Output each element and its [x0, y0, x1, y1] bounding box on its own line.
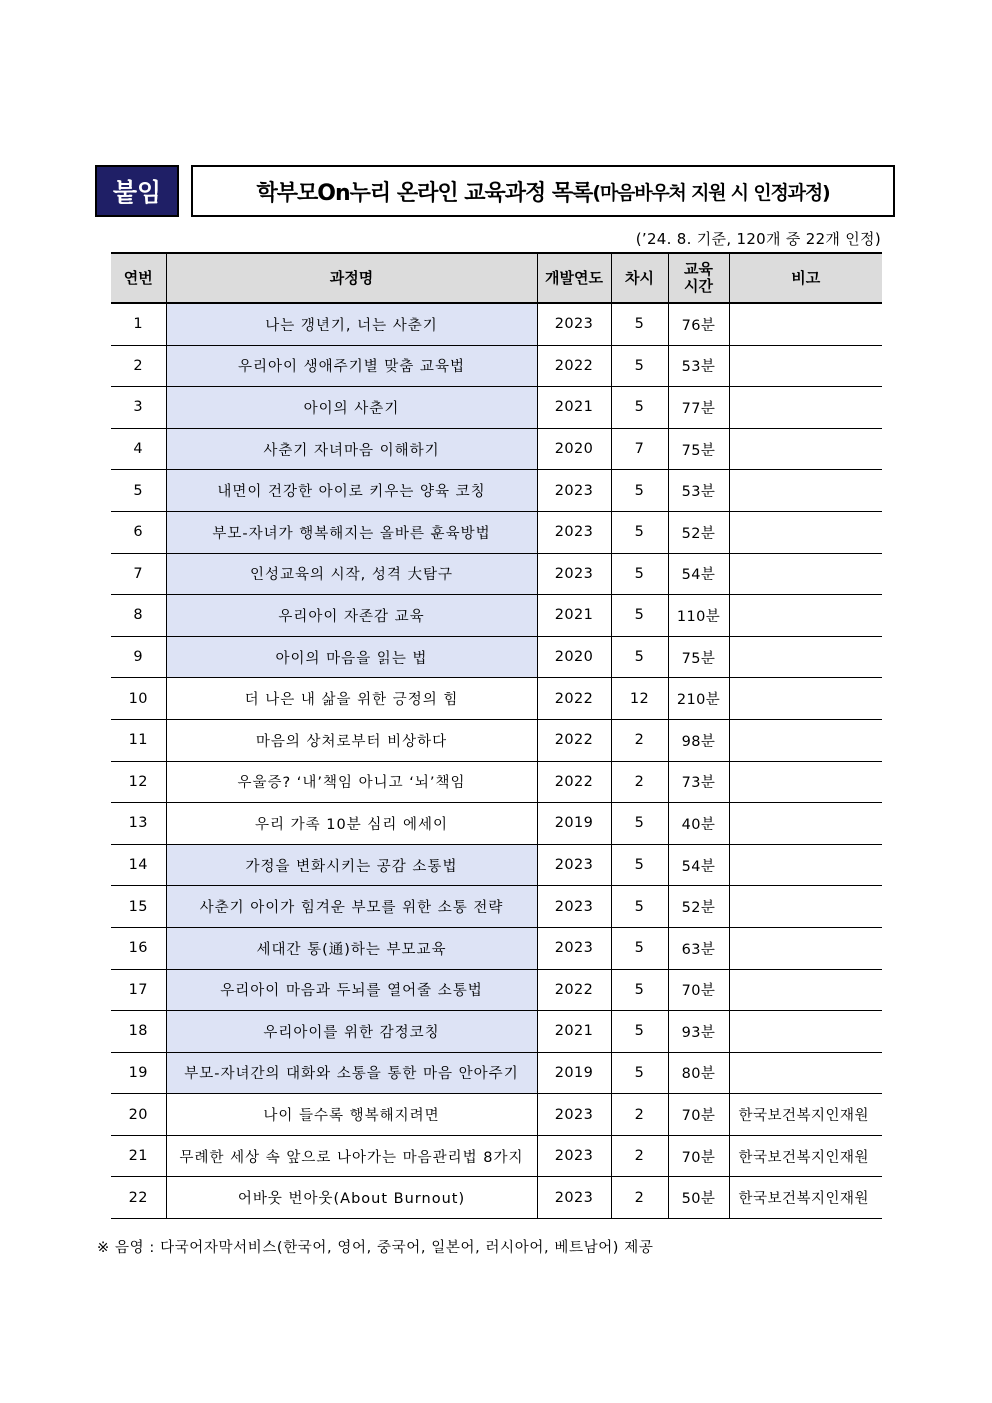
table-row — [111, 1177, 882, 1219]
cell-remark — [729, 927, 882, 969]
table-row — [111, 303, 882, 345]
cell-sessions: 5 — [611, 636, 668, 678]
cell-year: 2023 — [537, 553, 611, 595]
cell-remark — [729, 387, 882, 429]
cell-sessions: 2 — [611, 761, 668, 803]
cell-year: 2022 — [537, 719, 611, 761]
cell-no: 4 — [111, 428, 166, 470]
header-sessions: 차시 — [611, 253, 668, 303]
cell-sessions: 2 — [611, 1177, 668, 1219]
cell-remark — [729, 345, 882, 387]
cell-course-name: 우리아이를 위한 감정코칭 — [166, 1011, 537, 1053]
cell-year: 2022 — [537, 969, 611, 1011]
cell-sessions: 2 — [611, 719, 668, 761]
cell-sessions: 12 — [611, 678, 668, 720]
table-row — [111, 1052, 882, 1094]
cell-sessions: 5 — [611, 553, 668, 595]
cell-course-name: 우리 가족 10분 심리 에세이 — [166, 803, 537, 845]
cell-hours: 70분 — [668, 1094, 729, 1136]
cell-no: 3 — [111, 387, 166, 429]
table-row — [111, 886, 882, 928]
attachment-tag: 붙임 — [95, 165, 179, 217]
header-course-name: 과정명 — [166, 253, 537, 303]
cell-course-name: 부모-자녀가 행복해지는 올바른 훈육방법 — [166, 511, 537, 553]
cell-hours: 54분 — [668, 553, 729, 595]
cell-no: 5 — [111, 470, 166, 512]
cell-remark — [729, 595, 882, 637]
table-row — [111, 1094, 882, 1136]
cell-course-name: 무례한 세상 속 앞으로 나아가는 마음관리법 8가지 — [166, 1135, 537, 1177]
cell-no: 14 — [111, 844, 166, 886]
course-table — [111, 252, 882, 1219]
cell-hours: 52분 — [668, 886, 729, 928]
cell-no: 20 — [111, 1094, 166, 1136]
cell-year: 2023 — [537, 844, 611, 886]
cell-hours: 63분 — [668, 927, 729, 969]
cell-remark — [729, 636, 882, 678]
header-year: 개발연도 — [537, 253, 611, 303]
table-row — [111, 595, 882, 637]
cell-course-name: 우리아이 생애주기별 맞춤 교육법 — [166, 345, 537, 387]
cell-sessions: 5 — [611, 595, 668, 637]
table-row — [111, 761, 882, 803]
cell-remark — [729, 1052, 882, 1094]
cell-year: 2023 — [537, 303, 611, 345]
cell-remark — [729, 678, 882, 720]
cell-year: 2023 — [537, 1135, 611, 1177]
cell-hours: 50분 — [668, 1177, 729, 1219]
cell-course-name: 우울증? ‘내’책임 아니고 ‘뇌’책임 — [166, 761, 537, 803]
cell-year: 2021 — [537, 387, 611, 429]
table-row — [111, 636, 882, 678]
cell-year: 2021 — [537, 595, 611, 637]
cell-course-name: 우리아이 자존감 교육 — [166, 595, 537, 637]
cell-hours: 76분 — [668, 303, 729, 345]
cell-no: 16 — [111, 927, 166, 969]
cell-remark — [729, 553, 882, 595]
cell-sessions: 5 — [611, 303, 668, 345]
table-row — [111, 969, 882, 1011]
table-row — [111, 470, 882, 512]
cell-remark — [729, 428, 882, 470]
cell-hours: 75분 — [668, 428, 729, 470]
cell-hours: 98분 — [668, 719, 729, 761]
cell-course-name: 아이의 마음을 읽는 법 — [166, 636, 537, 678]
table-row — [111, 428, 882, 470]
cell-course-name: 가정을 변화시키는 공감 소통법 — [166, 844, 537, 886]
table-row — [111, 1135, 882, 1177]
cell-hours: 210분 — [668, 678, 729, 720]
cell-hours: 70분 — [668, 969, 729, 1011]
cell-remark — [729, 969, 882, 1011]
cell-course-name: 나이 들수록 행복해지려면 — [166, 1094, 537, 1136]
table-row — [111, 387, 882, 429]
cell-hours: 75분 — [668, 636, 729, 678]
cell-remark — [729, 511, 882, 553]
cell-remark: 한국보건복지인재원 — [729, 1177, 882, 1219]
cell-course-name: 더 나은 내 삶을 위한 긍정의 힘 — [166, 678, 537, 720]
cell-remark — [729, 803, 882, 845]
cell-hours: 52분 — [668, 511, 729, 553]
cell-remark — [729, 844, 882, 886]
cell-hours: 73분 — [668, 761, 729, 803]
table-row — [111, 553, 882, 595]
cell-remark — [729, 1011, 882, 1053]
cell-year: 2022 — [537, 761, 611, 803]
cell-course-name: 사춘기 자녀마음 이해하기 — [166, 428, 537, 470]
title-sub: (마음바우처 지원 시 인정과정) — [592, 181, 830, 204]
cell-hours: 53분 — [668, 345, 729, 387]
cell-no: 22 — [111, 1177, 166, 1219]
table-row — [111, 803, 882, 845]
cell-year: 2020 — [537, 428, 611, 470]
table-row — [111, 844, 882, 886]
cell-course-name: 우리아이 마음과 두뇌를 열어줄 소통법 — [166, 969, 537, 1011]
header-no: 연번 — [111, 253, 166, 303]
cell-no: 10 — [111, 678, 166, 720]
cell-no: 1 — [111, 303, 166, 345]
cell-sessions: 7 — [611, 428, 668, 470]
cell-remark: 한국보건복지인재원 — [729, 1094, 882, 1136]
cell-sessions: 5 — [611, 886, 668, 928]
cell-year: 2023 — [537, 1094, 611, 1136]
cell-hours: 93분 — [668, 1011, 729, 1053]
cell-sessions: 5 — [611, 511, 668, 553]
header-hours — [668, 253, 729, 303]
document-title — [191, 165, 895, 217]
cell-no: 18 — [111, 1011, 166, 1053]
cell-sessions: 5 — [611, 387, 668, 429]
cell-year: 2022 — [537, 678, 611, 720]
cell-sessions: 5 — [611, 927, 668, 969]
cell-remark — [729, 886, 882, 928]
table-row — [111, 719, 882, 761]
cell-no: 21 — [111, 1135, 166, 1177]
cell-year: 2023 — [537, 927, 611, 969]
cell-remark — [729, 470, 882, 512]
table-row — [111, 678, 882, 720]
cell-no: 6 — [111, 511, 166, 553]
header-remark: 비고 — [729, 253, 882, 303]
cell-course-name: 부모-자녀간의 대화와 소통을 통한 마음 안아주기 — [166, 1052, 537, 1094]
table-header-row — [111, 253, 882, 303]
cell-course-name: 인성교육의 시작, 성격 大탐구 — [166, 553, 537, 595]
table-row — [111, 345, 882, 387]
cell-sessions: 5 — [611, 1011, 668, 1053]
table-row — [111, 511, 882, 553]
cell-sessions: 2 — [611, 1094, 668, 1136]
cell-year: 2023 — [537, 1177, 611, 1219]
cell-sessions: 5 — [611, 470, 668, 512]
basis-note: (’24. 8. 기준, 120개 중 22개 인정) — [635, 230, 881, 248]
cell-no: 13 — [111, 803, 166, 845]
header-hours-line1: 교육 — [684, 260, 713, 278]
cell-sessions: 5 — [611, 969, 668, 1011]
cell-course-name: 사춘기 아이가 힘겨운 부모를 위한 소통 전략 — [166, 886, 537, 928]
cell-year: 2022 — [537, 345, 611, 387]
cell-no: 19 — [111, 1052, 166, 1094]
cell-no: 7 — [111, 553, 166, 595]
cell-year: 2021 — [537, 1011, 611, 1053]
cell-course-name: 나는 갱년기, 너는 사춘기 — [166, 303, 537, 345]
cell-remark — [729, 303, 882, 345]
cell-remark — [729, 761, 882, 803]
cell-sessions: 5 — [611, 844, 668, 886]
cell-year: 2023 — [537, 886, 611, 928]
cell-no: 11 — [111, 719, 166, 761]
table-row — [111, 927, 882, 969]
cell-course-name: 세대간 통(通)하는 부모교육 — [166, 927, 537, 969]
document-header — [95, 165, 895, 217]
cell-sessions: 5 — [611, 803, 668, 845]
footnote: ※ 음영 : 다국어자막서비스(한국어, 영어, 중국어, 일본어, 러시아어, 베트남어) 제공 — [97, 1240, 654, 1256]
cell-hours: 110분 — [668, 595, 729, 637]
cell-hours: 53분 — [668, 470, 729, 512]
cell-sessions: 5 — [611, 1052, 668, 1094]
cell-course-name: 어바웃 번아웃(About Burnout) — [166, 1177, 537, 1219]
title-main: 학부모On누리 온라인 교육과정 목록 — [256, 180, 593, 206]
cell-course-name: 마음의 상처로부터 비상하다 — [166, 719, 537, 761]
cell-year: 2019 — [537, 803, 611, 845]
header-hours-line2: 시간 — [684, 277, 713, 295]
cell-no: 2 — [111, 345, 166, 387]
cell-sessions: 2 — [611, 1135, 668, 1177]
cell-remark: 한국보건복지인재원 — [729, 1135, 882, 1177]
cell-hours: 40분 — [668, 803, 729, 845]
cell-no: 12 — [111, 761, 166, 803]
cell-course-name: 내면이 건강한 아이로 키우는 양육 코칭 — [166, 470, 537, 512]
cell-hours: 54분 — [668, 844, 729, 886]
cell-year: 2023 — [537, 470, 611, 512]
cell-hours: 77분 — [668, 387, 729, 429]
cell-course-name: 아이의 사춘기 — [166, 387, 537, 429]
table-row — [111, 1011, 882, 1053]
cell-no: 17 — [111, 969, 166, 1011]
cell-year: 2020 — [537, 636, 611, 678]
cell-sessions: 5 — [611, 345, 668, 387]
cell-remark — [729, 719, 882, 761]
cell-hours: 80분 — [668, 1052, 729, 1094]
cell-hours: 70분 — [668, 1135, 729, 1177]
cell-no: 8 — [111, 595, 166, 637]
cell-year: 2023 — [537, 511, 611, 553]
cell-year: 2019 — [537, 1052, 611, 1094]
cell-no: 9 — [111, 636, 166, 678]
cell-no: 15 — [111, 886, 166, 928]
